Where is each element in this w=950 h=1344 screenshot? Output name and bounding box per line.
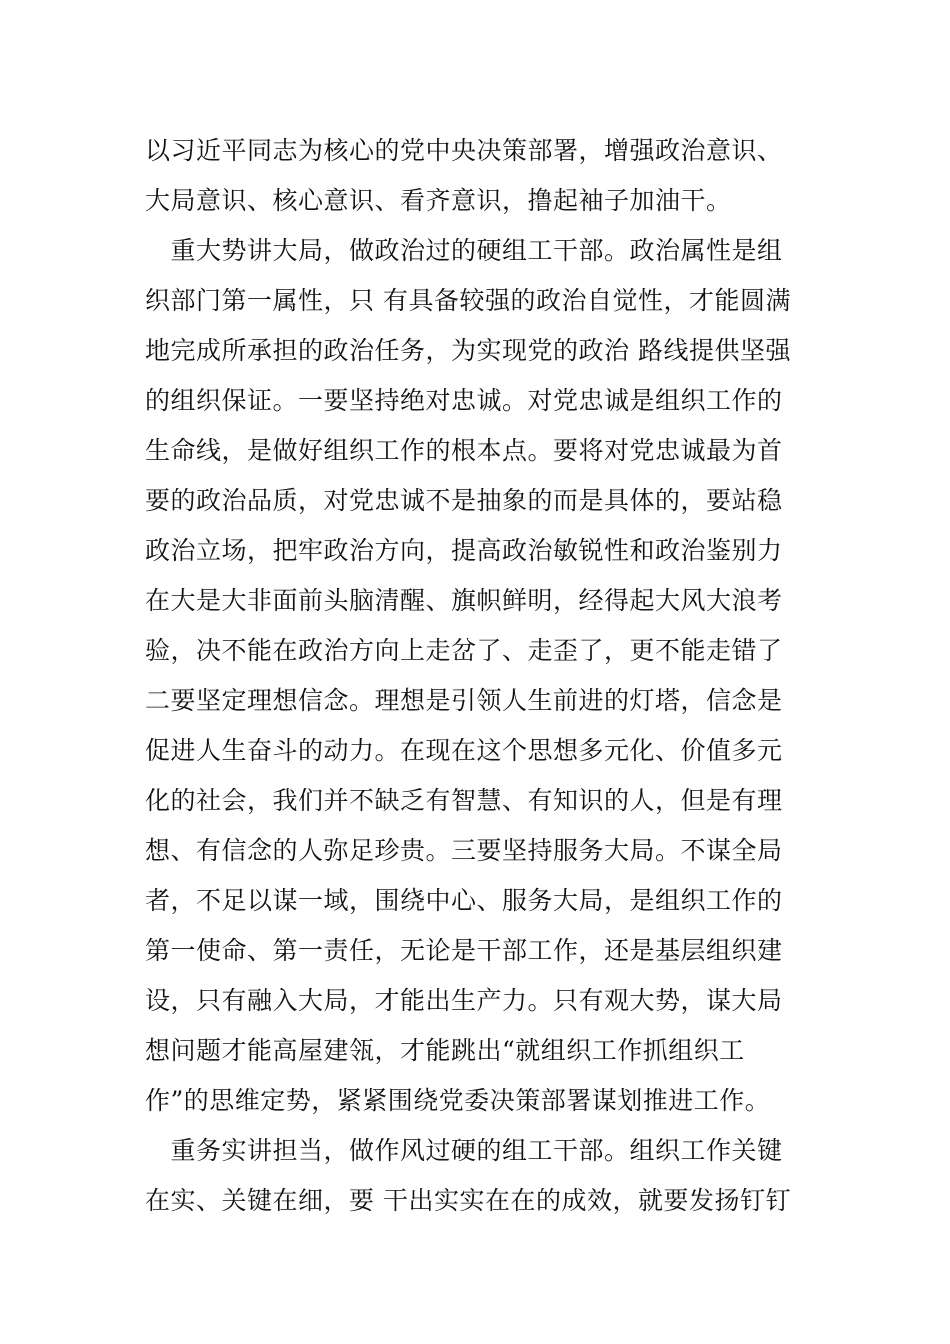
text-line: 设，只有融入大局，才能出生产力。只有观大势，谋大局 — [145, 986, 783, 1015]
text-line: 织部门第一属性，只 有具备较强的政治自觉性，才能圆满 — [145, 286, 791, 315]
text-line: 要的政治品质，对党忠诚不是抽象的而是具体的，要站稳 — [145, 486, 783, 515]
text-line: 者，不足以谋一域，围绕中心、服务大局，是组织工作的 — [145, 886, 783, 915]
text-line: 促进人生奋斗的动力。在现在这个思想多元化、价值多元 — [145, 736, 783, 765]
text-line: 验，决不能在政治方向上走岔了、走歪了，更不能走错了 — [145, 636, 783, 665]
text-line: 政治立场，把牢政治方向，提高政治敏锐性和政治鉴别力 — [145, 536, 783, 565]
text-line: 在大是大非面前头脑清醒、旗帜鲜明，经得起大风大浪考 — [145, 586, 783, 615]
paragraph-start-line: 重务实讲担当，做作风过硬的组工干部。组织工作关键 — [145, 1136, 783, 1165]
text-line: 大局意识、核心意识、看齐意识，撸起袖子加油干。 — [145, 186, 732, 215]
text-line: 以习近平同志为核心的党中央决策部署，增强政治意识、 — [145, 136, 783, 165]
text-line: 在实、关键在细，要 干出实实在在的成效，就要发扬钉钉 — [145, 1186, 791, 1215]
text-line: 第一使命、第一责任，无论是干部工作，还是基层组织建 — [145, 936, 783, 965]
text-line: 地完成所承担的政治任务，为实现党的政治 路线提供坚强 — [145, 336, 791, 365]
text-line: 想问题才能高屋建瓴，才能跳出“就组织工作抓组织工 — [145, 1036, 745, 1065]
text-line: 作”的思维定势，紧紧围绕党委决策部署谋划推进工作。 — [145, 1086, 771, 1115]
text-line: 化的社会，我们并不缺乏有智慧、有知识的人，但是有理 — [145, 786, 783, 815]
text-line: 生命线，是做好组织工作的根本点。要将对党忠诚最为首 — [145, 436, 783, 465]
text-line: 二要坚定理想信念。理想是引领人生前进的灯塔，信念是 — [145, 686, 783, 715]
paragraph-start-line: 重大势讲大局，做政治过的硬组工干部。政治属性是组 — [145, 236, 783, 265]
text-line: 想、有信念的人弥足珍贵。三要坚持服务大局。不谋全局 — [145, 836, 783, 865]
text-line: 的组织保证。一要坚持绝对忠诚。对党忠诚是组织工作的 — [145, 386, 783, 415]
